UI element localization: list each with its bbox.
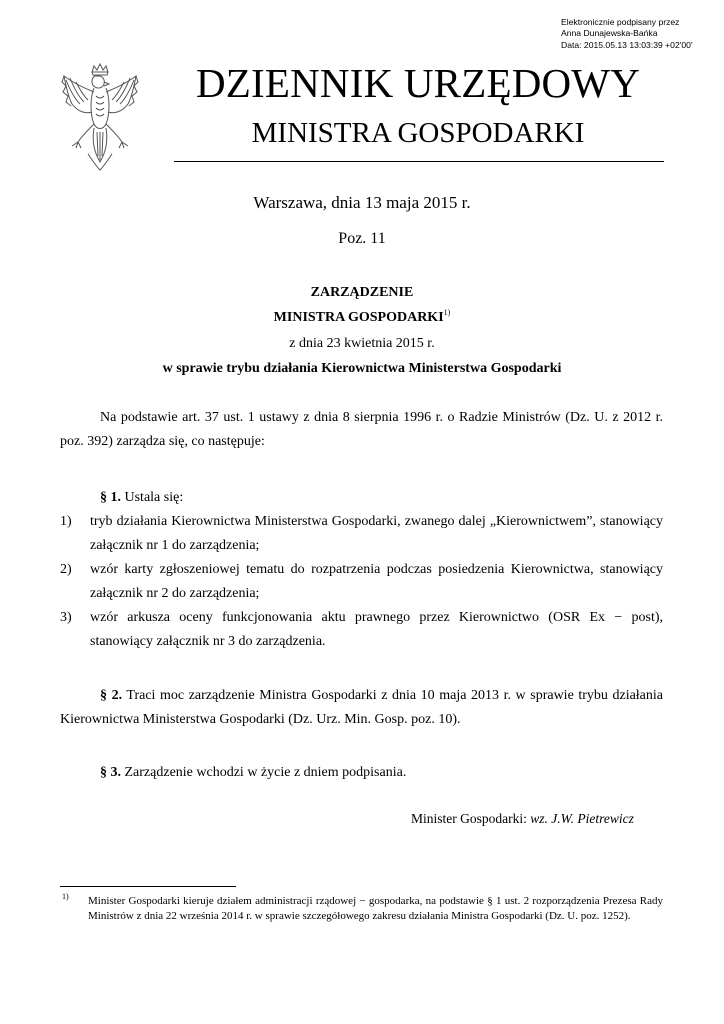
- section-1-label: § 1.: [100, 490, 121, 505]
- section-2-label: § 2.: [100, 688, 123, 703]
- section-1-heading: [100, 486, 183, 510]
- signer-role: Minister Gospodarki:: [411, 811, 527, 826]
- list-item-text: wzór arkusza oceny funkcjonowania aktu prawnego przez Kierownictwo (OSR Ex − post), stanowiący załącznik nr 3 do zarządzenia.: [90, 610, 663, 649]
- act-issuer-text: MINISTRA GOSPODARKI: [273, 310, 444, 325]
- section-2-text: Traci moc zarządzenie Ministra Gospodarki z dnia 10 maja 2013 r. w sprawie trybu działania Kierownictwa Ministerstwa Gospodarki (Dz. Urz. Min. Gosp. poz. 10).: [60, 688, 663, 727]
- section-3-label: § 3.: [100, 765, 121, 780]
- header-divider: [174, 161, 664, 162]
- signature-line-2: Anna Dunajewska-Bańka: [561, 28, 658, 39]
- list-item: [60, 510, 663, 558]
- electronic-signature-block: [561, 17, 693, 51]
- list-item-text: wzór karty zgłoszeniowej tematu do rozpatrzenia podczas posiedzenia Kierownictwa, stanowiący załącznik nr 2 do zarządzenia;: [90, 562, 663, 601]
- signer-name: wz. J.W. Pietrewicz: [530, 811, 634, 826]
- act-type: ZARZĄDZENIE: [310, 285, 414, 300]
- signature-line-1: Elektronicznie podpisany przez: [561, 17, 680, 27]
- footnote-text: Minister Gospodarki kieruje działem administracji rządowej − gospodarka, na podstawie § 1 ust. 2 rozporządzenia Prezesa Rady Ministrów z dnia 22 września 2014 r. w sprawie szczegółowego zakresu działania Ministra Gospodarki (Dz. U. poz. 1252).: [88, 895, 663, 922]
- journal-subtitle: MINISTRA GOSPODARKI: [251, 117, 585, 149]
- place-date: Warszawa, dnia 13 maja 2015 r.: [253, 193, 471, 212]
- signer: [411, 811, 634, 827]
- list-item-number: 3): [60, 610, 72, 625]
- section-3: [100, 761, 406, 785]
- footnote-divider: [60, 886, 236, 887]
- act-subject: w sprawie trybu działania Kierownictwa Ministerstwa Gospodarki: [162, 361, 562, 376]
- section-1-text: Ustala się:: [124, 490, 184, 505]
- section-2: [60, 684, 663, 732]
- list-item-text: tryb działania Kierownictwa Ministerstwa Gospodarki, zwanego dalej „Kierownictwem”, stanowiący załącznik nr 1 do zarządzenia;: [90, 514, 663, 553]
- eagle-emblem-icon: [58, 62, 142, 174]
- journal-title: DZIENNIK URZĘDOWY: [195, 60, 641, 106]
- signature-line-3: Data: 2015.05.13 13:03:39 +02'00': [561, 39, 693, 50]
- footnote-mark: 1): [62, 892, 69, 901]
- list-item: [60, 606, 663, 654]
- list-item-number: 2): [60, 562, 72, 577]
- act-date: z dnia 23 kwietnia 2015 r.: [289, 336, 435, 351]
- list-item-number: 1): [60, 514, 72, 529]
- act-issuer: [0, 310, 724, 326]
- section-3-text: Zarządzenie wchodzi w życie z dniem podpisania.: [124, 765, 407, 780]
- footnote-reference: 1): [443, 308, 451, 317]
- position-number: Poz. 11: [338, 230, 386, 247]
- section-1-list: [60, 510, 663, 654]
- list-item: [60, 558, 663, 606]
- preamble: Na podstawie art. 37 ust. 1 ustawy z dnia 8 sierpnia 1996 r. o Radzie Ministrów (Dz. U. z 2012 r. poz. 392) zarządza się, co następuje:: [60, 410, 663, 449]
